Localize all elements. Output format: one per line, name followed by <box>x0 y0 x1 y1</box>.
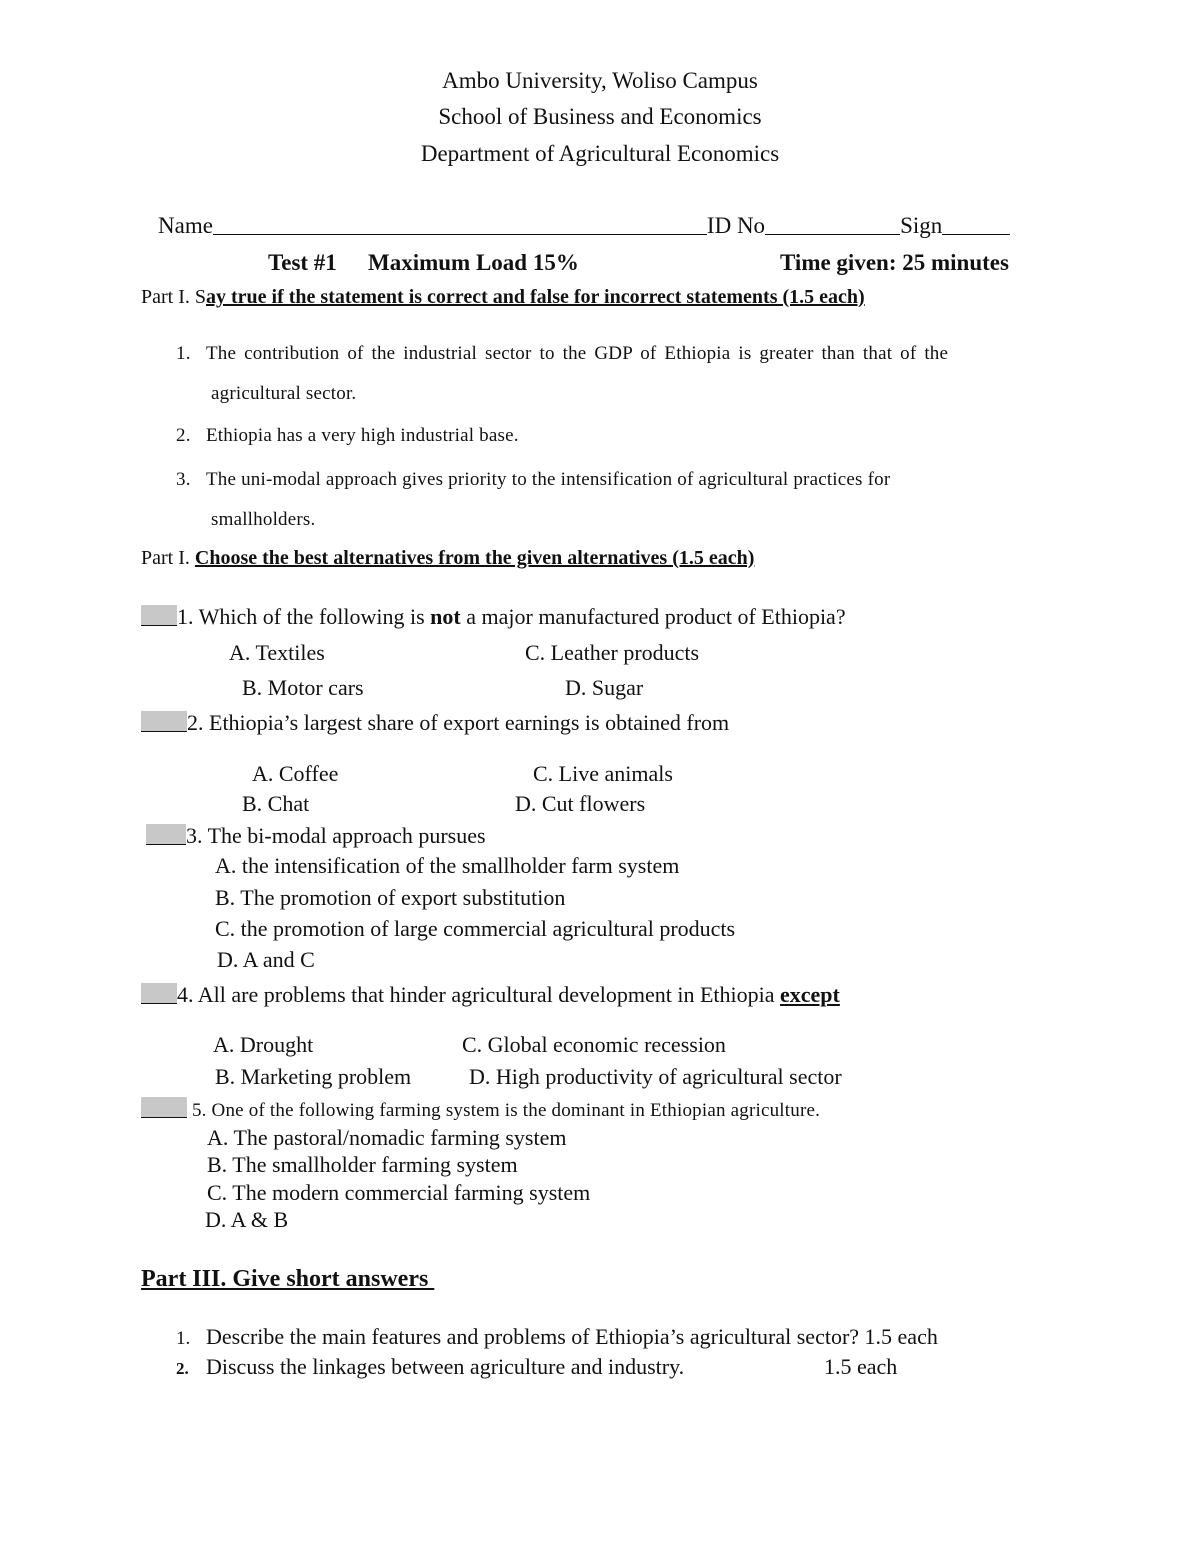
name-label: Name <box>158 213 213 238</box>
list-item-continuation: agricultural sector. <box>211 383 357 404</box>
item-number: 1. <box>176 343 191 364</box>
list-item <box>176 1354 684 1380</box>
part2-instruction: Choose the best alternatives from the given alternatives (1.5 each) <box>194 547 755 569</box>
option-a: A. The pastoral/nomadic farming system <box>207 1125 567 1150</box>
option-d: D. Sugar <box>565 675 644 700</box>
list-item <box>176 425 519 447</box>
list-item <box>176 469 890 491</box>
question-emphasis: not <box>430 604 461 629</box>
sign-field[interactable] <box>942 216 1010 235</box>
answer-blank[interactable] <box>141 605 177 626</box>
question-3 <box>146 823 486 849</box>
option-d: D. A & B <box>205 1207 289 1232</box>
question-text: 5. One of the following farming system is the dominant in Ethiopian agriculture. <box>187 1100 821 1121</box>
school-title: School of Business and Economics <box>438 104 762 129</box>
question-text: Ethiopia’s largest share of export earnings is obtained from <box>203 710 730 735</box>
answer-blank[interactable] <box>141 1097 187 1118</box>
option-c: C. Leather products <box>525 640 700 665</box>
item-number: 3. <box>176 469 191 490</box>
question-number: 2. <box>187 710 204 735</box>
question-emphasis: except <box>780 982 840 1007</box>
option-c: C. the promotion of large commercial agricultural products <box>215 916 736 941</box>
question-number: 1. <box>177 604 194 629</box>
part2-heading <box>141 547 754 570</box>
item-text: Ethiopia has a very high industrial base. <box>206 425 519 446</box>
question-text: The bi-modal approach pursues <box>202 823 486 848</box>
id-field[interactable] <box>765 216 900 235</box>
part1-heading <box>141 286 865 309</box>
option-a: A. the intensification of the smallholder farm system <box>215 853 680 878</box>
name-field[interactable] <box>213 216 707 235</box>
question-number: 3. <box>186 823 203 848</box>
university-title: Ambo University, Woliso Campus <box>442 68 758 93</box>
item-points: 1.5 each <box>824 1354 898 1379</box>
option-b: B. Chat <box>242 791 310 816</box>
item-number: 2. <box>176 1359 189 1378</box>
option-c: C. Global economic recession <box>462 1032 726 1057</box>
question-4 <box>141 982 840 1008</box>
list-item <box>176 343 948 365</box>
student-info-line <box>158 213 1010 239</box>
answer-blank[interactable] <box>146 824 186 845</box>
option-b: B. Marketing problem <box>215 1064 412 1089</box>
item-number: 2. <box>176 425 191 446</box>
test-label: Test #1 <box>268 250 337 275</box>
option-a: A. Coffee <box>252 761 339 786</box>
question-1 <box>141 604 846 630</box>
time-given-label: Time given: 25 minutes <box>780 250 1009 275</box>
list-item <box>176 1324 938 1350</box>
question-number: 4. <box>177 982 194 1007</box>
item-text: The uni-modal approach gives priority to the intensification of agricultural practices for <box>206 469 891 490</box>
item-number: 1. <box>176 1328 191 1349</box>
part1-instruction: ay true if the statement is correct and false for incorrect statements (1.5 each) <box>206 286 865 308</box>
option-a: A. Textiles <box>229 640 325 665</box>
part2-prefix: Part I. <box>141 547 190 569</box>
option-d: D. A and C <box>217 947 315 972</box>
question-2 <box>141 710 729 736</box>
item-text: The contribution of the industrial sector to the GDP of Ethiopia is greater than that of the <box>206 343 949 364</box>
option-b: B. The smallholder farming system <box>207 1152 518 1177</box>
department-title: Department of Agricultural Economics <box>420 141 780 166</box>
option-b: B. The promotion of export substitution <box>215 885 566 910</box>
list-item-continuation: smallholders. <box>211 509 316 530</box>
option-c: C. The modern commercial farming system <box>207 1180 591 1205</box>
part3-heading: Part III. Give short answers <box>141 1266 435 1292</box>
part1-prefix: Part I. S <box>141 286 206 308</box>
id-label: ID No <box>706 213 766 238</box>
option-d: D. High productivity of agricultural sector <box>469 1064 842 1089</box>
option-a: A. Drought <box>213 1032 314 1057</box>
item-text: Describe the main features and problems of Ethiopia’s agricultural sector? 1.5 each <box>206 1324 938 1349</box>
item-text: Discuss the linkages between agriculture and industry. <box>206 1354 685 1379</box>
question-5 <box>141 1097 820 1122</box>
answer-blank[interactable] <box>141 711 187 732</box>
option-d: D. Cut flowers <box>515 791 646 816</box>
question-text: All are problems that hinder agricultural development in Ethiopia <box>193 982 781 1007</box>
question-text: Which of the following is <box>193 604 431 629</box>
sign-label: Sign <box>900 213 943 238</box>
max-load-label: Maximum Load 15% <box>368 250 579 275</box>
answer-blank[interactable] <box>141 983 177 1004</box>
question-text: a major manufactured product of Ethiopia? <box>460 604 846 629</box>
option-b: B. Motor cars <box>242 675 364 700</box>
option-c: C. Live animals <box>533 761 673 786</box>
